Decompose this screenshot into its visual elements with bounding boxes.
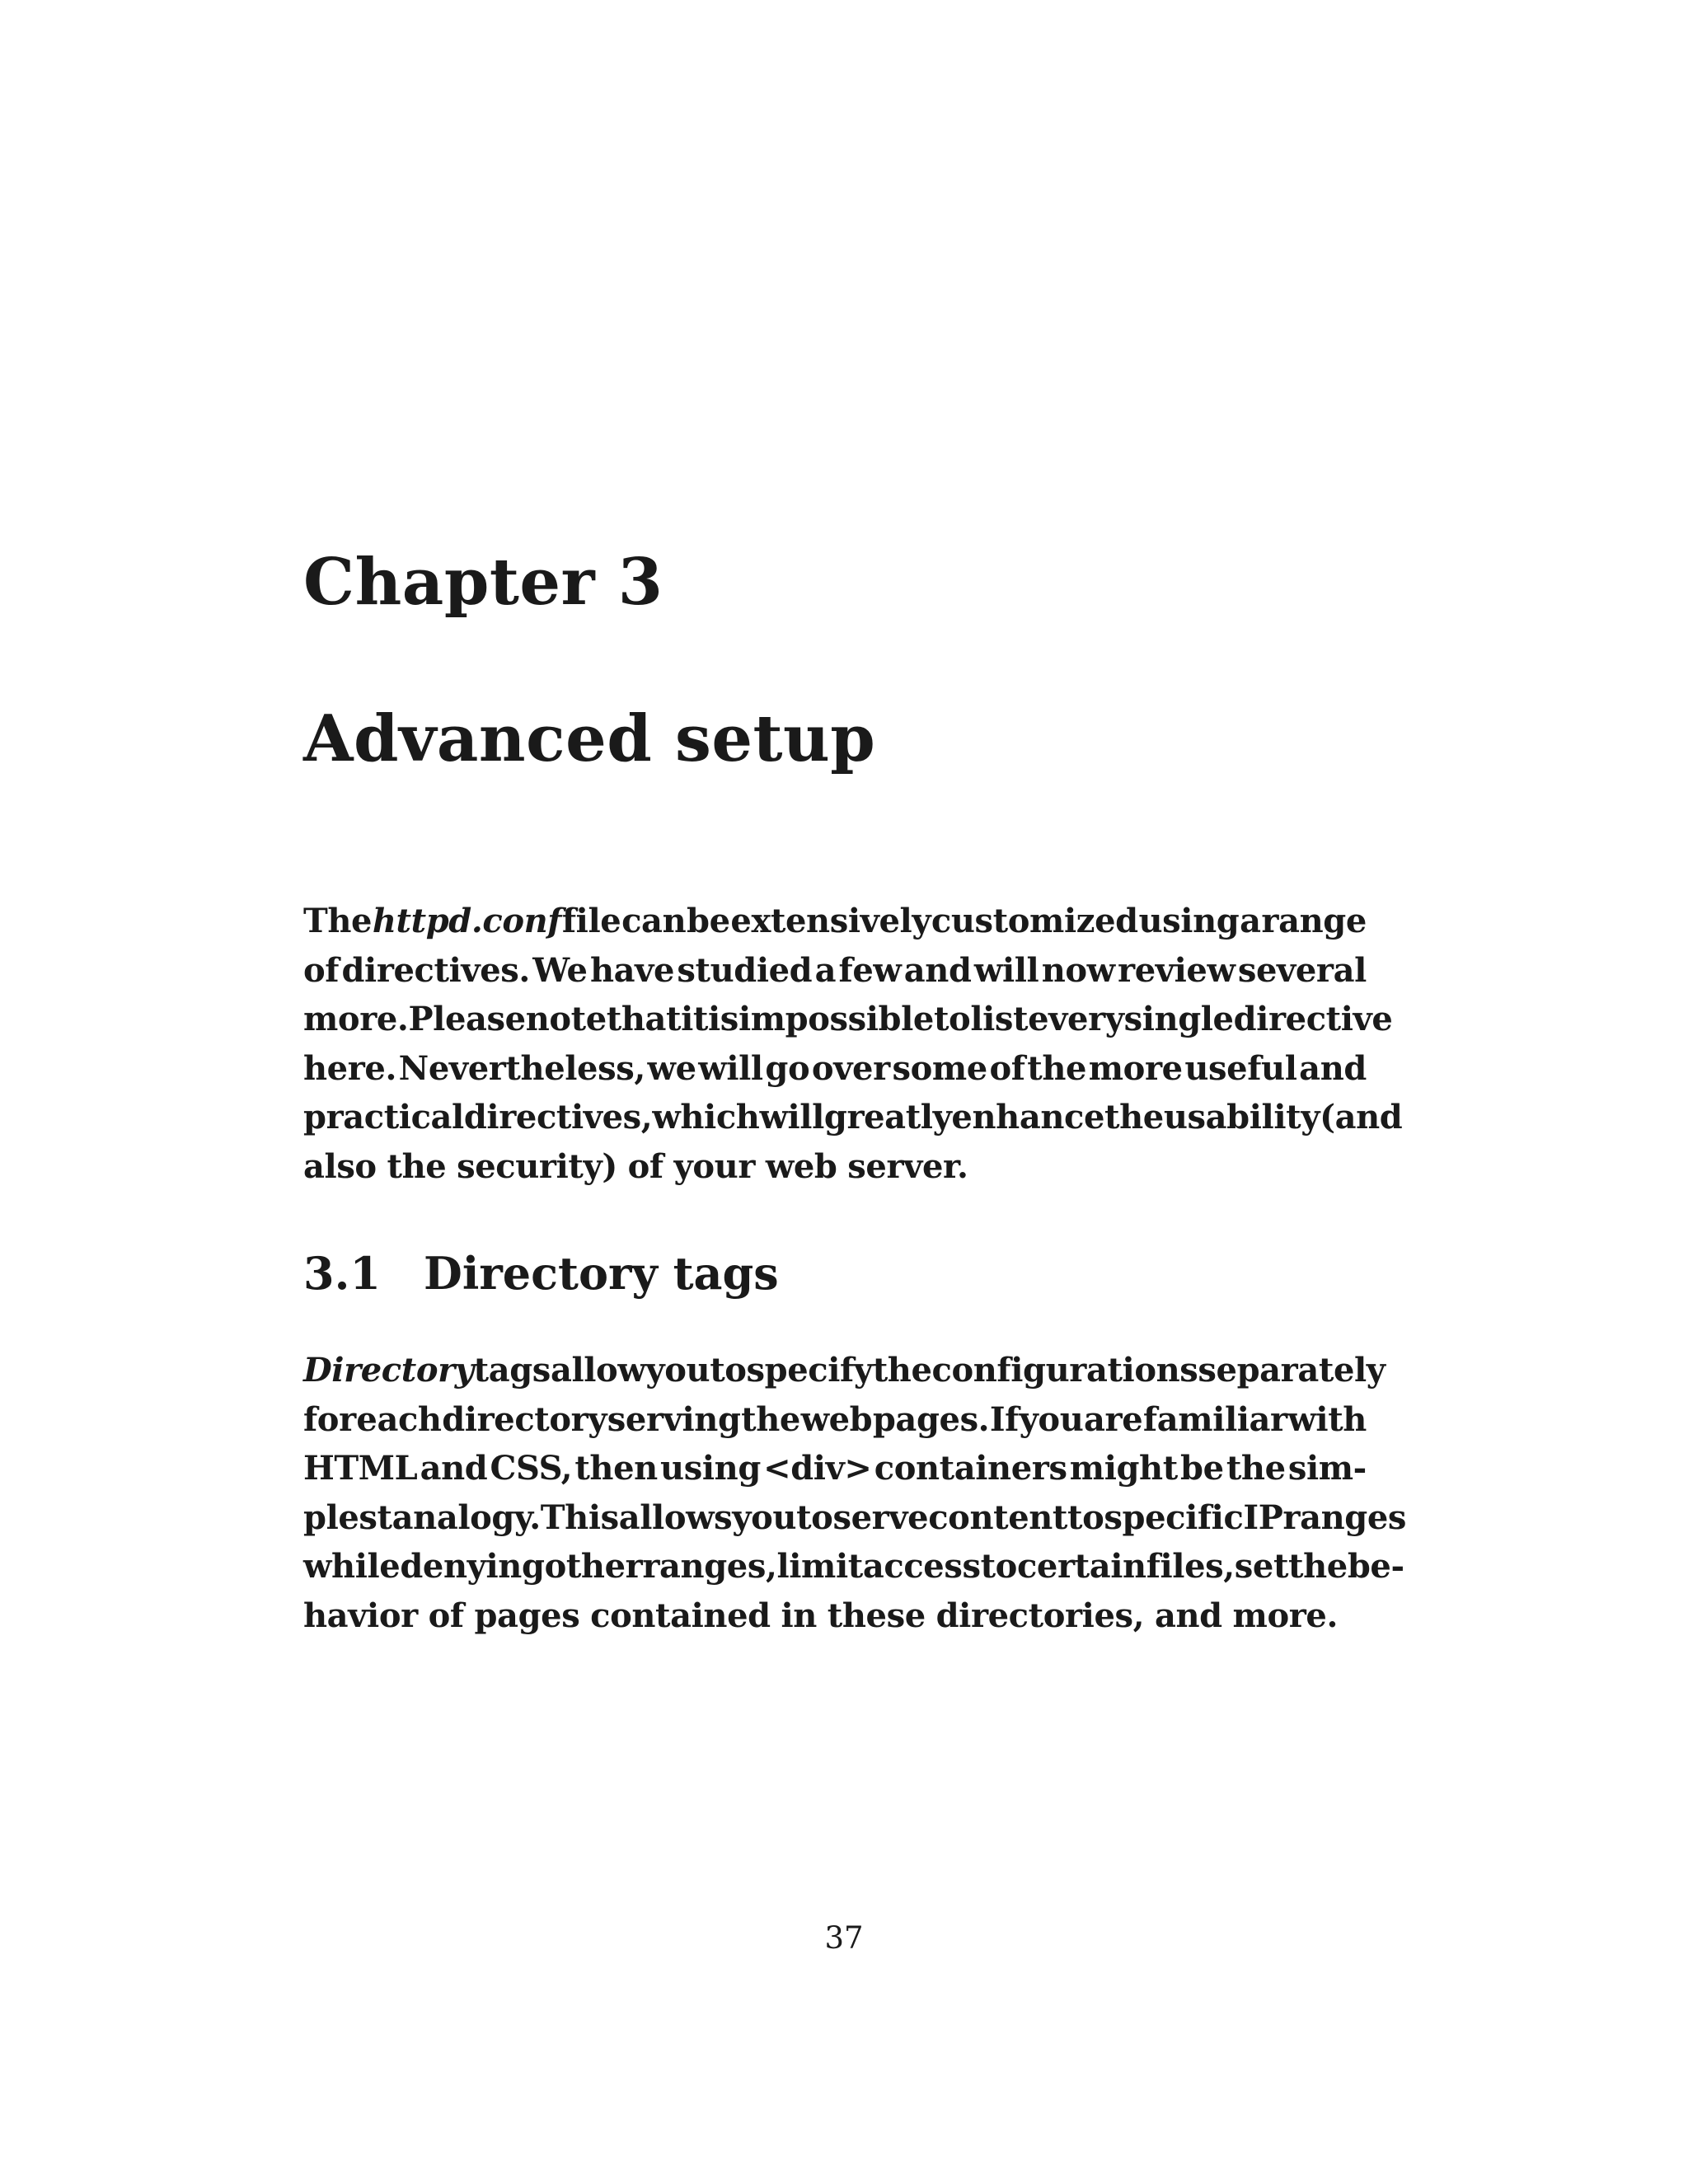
word: sim-	[1287, 1449, 1367, 1488]
word: more.	[1232, 1596, 1338, 1635]
word: of	[303, 950, 340, 990]
word: The	[303, 902, 373, 940]
word: usability	[1163, 1098, 1320, 1137]
word: we	[647, 1048, 696, 1088]
word: serving	[607, 1399, 741, 1439]
word: tags	[473, 1351, 551, 1390]
word: files,	[1146, 1547, 1235, 1586]
word: and	[1299, 1048, 1367, 1088]
word: note	[525, 1000, 607, 1038]
word: This	[540, 1497, 619, 1537]
word: be	[1180, 1449, 1224, 1488]
word: specify	[746, 1351, 873, 1390]
word: using	[660, 1449, 761, 1488]
word: server.	[847, 1146, 968, 1186]
text-line	[303, 1346, 1386, 1395]
word: directives,	[463, 1098, 653, 1137]
intro-paragraph	[303, 897, 1403, 1191]
word: directory	[442, 1399, 607, 1439]
word: extensively	[730, 902, 931, 940]
word: the	[741, 1399, 800, 1439]
word: single	[1123, 1000, 1234, 1038]
word: and	[1154, 1596, 1222, 1635]
word: more	[1088, 1048, 1183, 1088]
word: that	[606, 1000, 682, 1038]
word: If	[989, 1399, 1019, 1439]
word: be-	[1347, 1547, 1404, 1586]
text-line	[303, 1395, 1367, 1445]
word: CSS,	[490, 1449, 573, 1488]
word: is	[708, 1000, 738, 1038]
word: which	[652, 1098, 760, 1137]
word: a	[1240, 902, 1261, 940]
word: for	[303, 1399, 356, 1439]
text-line	[303, 1093, 1403, 1142]
word: We	[532, 950, 588, 990]
word: contained	[590, 1596, 771, 1635]
word: your	[673, 1146, 756, 1186]
text-line	[303, 946, 1367, 996]
word: havior	[303, 1596, 418, 1635]
word: and	[420, 1449, 488, 1488]
word: plest	[303, 1497, 392, 1537]
word: allows	[618, 1497, 733, 1537]
word: of	[627, 1146, 663, 1186]
word: in	[781, 1596, 817, 1635]
word: also	[303, 1146, 377, 1186]
word: here.	[303, 1048, 396, 1088]
word: you	[645, 1351, 710, 1390]
word: few	[838, 950, 902, 990]
word: to	[1067, 1497, 1104, 1537]
word: useful	[1184, 1048, 1297, 1088]
word: specific	[1104, 1497, 1244, 1537]
word: impossible	[738, 1000, 934, 1038]
word: you	[1019, 1399, 1084, 1439]
word: Nevertheless,	[398, 1048, 645, 1088]
word: IP	[1243, 1497, 1283, 1537]
word: might	[1069, 1449, 1178, 1488]
word: practical	[303, 1098, 464, 1137]
word: certain	[1016, 1547, 1146, 1586]
word: each	[356, 1399, 442, 1439]
word: more.	[303, 1000, 409, 1038]
word: over	[811, 1048, 890, 1088]
word: Please	[408, 1000, 526, 1038]
word: now	[1041, 950, 1115, 990]
word: directives.	[341, 950, 530, 990]
word: other	[544, 1547, 643, 1586]
word: (and	[1320, 1098, 1403, 1137]
word: to	[933, 1000, 971, 1038]
word: access	[862, 1547, 981, 1586]
word: web	[765, 1146, 837, 1186]
word: set	[1234, 1547, 1289, 1586]
word: of	[428, 1596, 464, 1635]
word: enhance	[951, 1098, 1105, 1137]
emphasized-term: httpd.conf	[372, 902, 562, 940]
text-line	[303, 1142, 1367, 1192]
word: range	[1261, 902, 1367, 940]
word: the	[1104, 1098, 1164, 1137]
word: review	[1118, 950, 1236, 990]
text-line	[303, 995, 1393, 1044]
word: while	[303, 1547, 401, 1586]
word: web	[800, 1399, 873, 1439]
section-number: 3.1	[303, 1247, 381, 1300]
word: pages	[474, 1596, 580, 1635]
page-number: 37	[824, 1920, 864, 1956]
text-line	[303, 1591, 1367, 1641]
word: have	[589, 950, 675, 990]
word: to	[980, 1547, 1017, 1586]
word: then	[574, 1449, 658, 1488]
word: HTML	[303, 1449, 418, 1488]
word: serve	[832, 1497, 929, 1537]
word: studied	[677, 950, 813, 990]
word: familiar	[1142, 1399, 1287, 1439]
word: can	[621, 902, 687, 940]
word: you	[732, 1497, 797, 1537]
word: several	[1237, 950, 1367, 990]
word: ranges,	[642, 1547, 777, 1586]
word: with	[1287, 1399, 1367, 1439]
word: <div>	[763, 1449, 872, 1488]
word: file	[561, 902, 621, 940]
word: security)	[457, 1146, 617, 1186]
word: the	[387, 1146, 447, 1186]
word: content	[928, 1497, 1068, 1537]
word: separately	[1198, 1351, 1386, 1390]
word: the	[872, 1351, 932, 1390]
text-line	[303, 1444, 1367, 1493]
section-heading	[303, 1247, 779, 1300]
text-line	[303, 1493, 1407, 1543]
word: every	[1028, 1000, 1124, 1038]
text-line	[303, 1542, 1404, 1591]
word: some	[892, 1048, 987, 1088]
word: will	[698, 1048, 763, 1088]
text-line	[303, 1044, 1367, 1094]
word: allow	[550, 1351, 646, 1390]
word: list	[970, 1000, 1029, 1038]
text-line	[303, 897, 1367, 946]
chapter-title: Advanced setup	[303, 701, 876, 776]
word: a	[814, 950, 837, 990]
word: the	[1226, 1449, 1286, 1488]
word: will	[973, 950, 1039, 990]
word: to	[710, 1351, 747, 1390]
word: be	[687, 902, 730, 940]
word: limit	[776, 1547, 863, 1586]
word: it	[681, 1000, 709, 1038]
word: are	[1084, 1399, 1143, 1439]
emphasized-term: Directory	[303, 1351, 474, 1390]
word: using	[1138, 902, 1240, 940]
word: and	[903, 950, 972, 990]
section-title: Directory tags	[424, 1247, 779, 1300]
word: go	[765, 1048, 810, 1088]
word: configurations	[931, 1351, 1198, 1390]
chapter-label: Chapter 3	[303, 545, 663, 620]
section-paragraph	[303, 1346, 1407, 1640]
word: of	[989, 1048, 1025, 1088]
word: these	[827, 1596, 926, 1635]
word: containers	[874, 1449, 1067, 1488]
word: directories,	[935, 1596, 1145, 1635]
word: greatly	[823, 1098, 952, 1137]
word: denying	[400, 1547, 545, 1586]
word: to	[796, 1497, 833, 1537]
word: customized	[931, 902, 1138, 940]
word: pages.	[872, 1399, 990, 1439]
word: the	[1288, 1547, 1348, 1586]
word: analogy.	[392, 1497, 541, 1537]
word: directive	[1233, 1000, 1393, 1038]
word: will	[759, 1098, 824, 1137]
word: ranges	[1282, 1497, 1407, 1537]
word: the	[1027, 1048, 1087, 1088]
